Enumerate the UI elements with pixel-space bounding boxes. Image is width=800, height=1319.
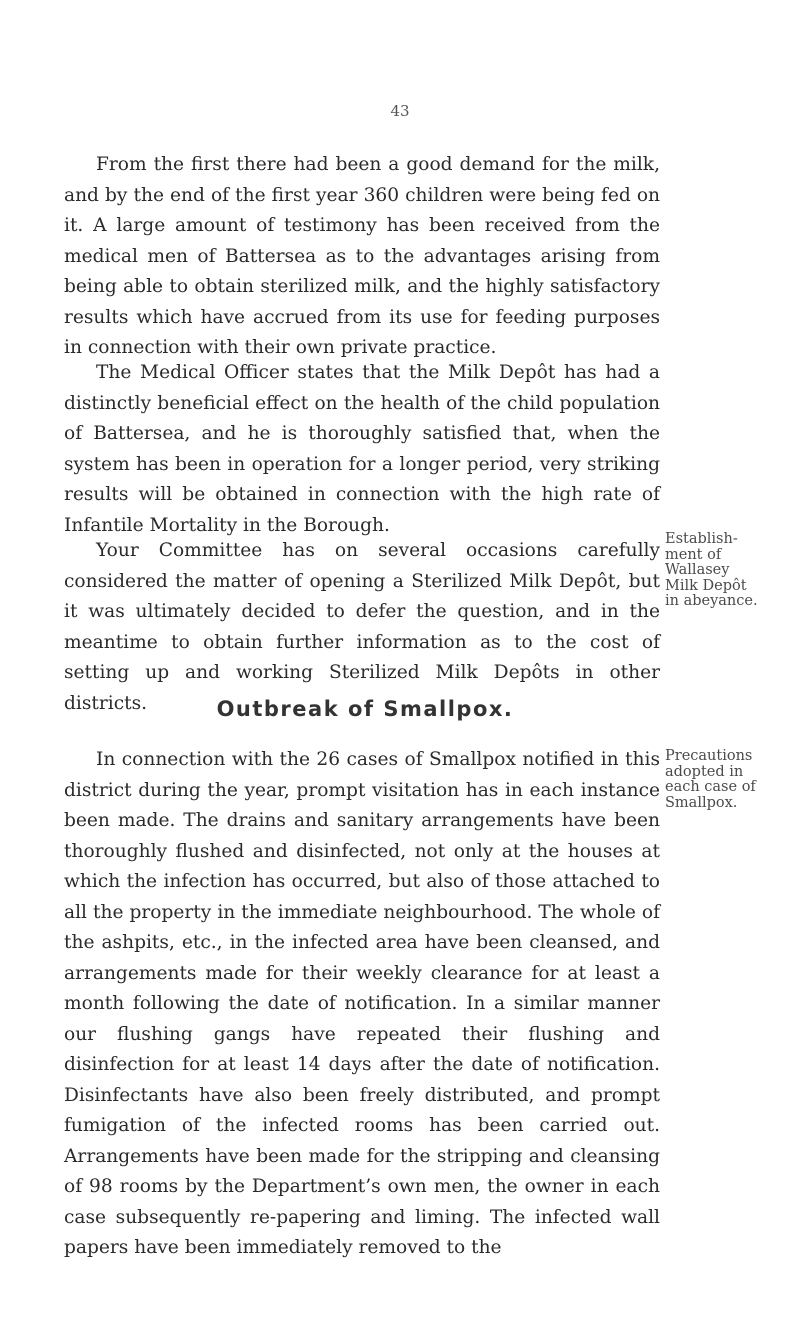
paragraph-smallpox — [64, 745, 660, 1264]
paragraph-milk-demand — [64, 150, 660, 364]
section-heading-smallpox: Outbreak of Smallpox. — [216, 697, 514, 721]
paragraph-text: In connection with the 26 cases of Smallpox notified in this district during the year, prompt visitation has in each instance been made. The drains and sanitary arrangements have been thoroughly flushed and disinfected, not only at the houses at which the infection has occurred, but also of those attached to all the property in the immediate neighbourhood. The whole of the ashpits, etc., in the infected area have been cleansed, and arrangements made for their weekly clearance for at least a month following the date of notification. In a similar manner our flushing gangs have repeated their flushing and disinfection for at least 14 days after the date of notification. Disinfectants have also been freely distributed, and prompt fumigation of the infected rooms has been carried out. Arrangements have been made for the stripping and cleansing of 98 rooms by the Department’s own men, the owner in each case subsequently re-papering and liming. The infected wall papers have been immediately removed to the — [64, 749, 660, 1258]
paragraph-text: From the first there had been a good demand for the milk, and by the end of the first year 360 children were being fed on it. A large amount of testimony has been received from the medical men of Battersea as to the advantages arising from being able to obtain sterilized milk, and the highly satisfactory results which have accrued from its use for feeding purposes in connection with their own private practice. — [64, 154, 660, 358]
margin-note-wallasey: Establish- ment of Wallasey Milk Depôt in abeyance. — [665, 531, 758, 609]
paragraph-text: The Medical Officer states that the Milk Depôt has had a distinctly beneficial effect on the health of the child population of Battersea, and he is thoroughly satisfied that, when the system has been in operation for a longer period, very striking results will be obtained in connection with the high rate of Infantile Mortality in the Borough. — [64, 362, 660, 536]
paragraph-text: Your Committee has on several occasions carefully considered the matter of opening a Sterilized Milk Depôt, but it was ultimately decided to defer the question, and in the meantime to obtain further information as to the cost of setting up and working Sterilized Milk Depôts in other districts. — [64, 540, 660, 714]
page-number: 43 — [390, 102, 410, 120]
paragraph-committee — [64, 536, 660, 719]
margin-note-precautions: Precautions adopted in each case of Smallpox. — [665, 748, 756, 811]
paragraph-medical-officer — [64, 358, 660, 541]
